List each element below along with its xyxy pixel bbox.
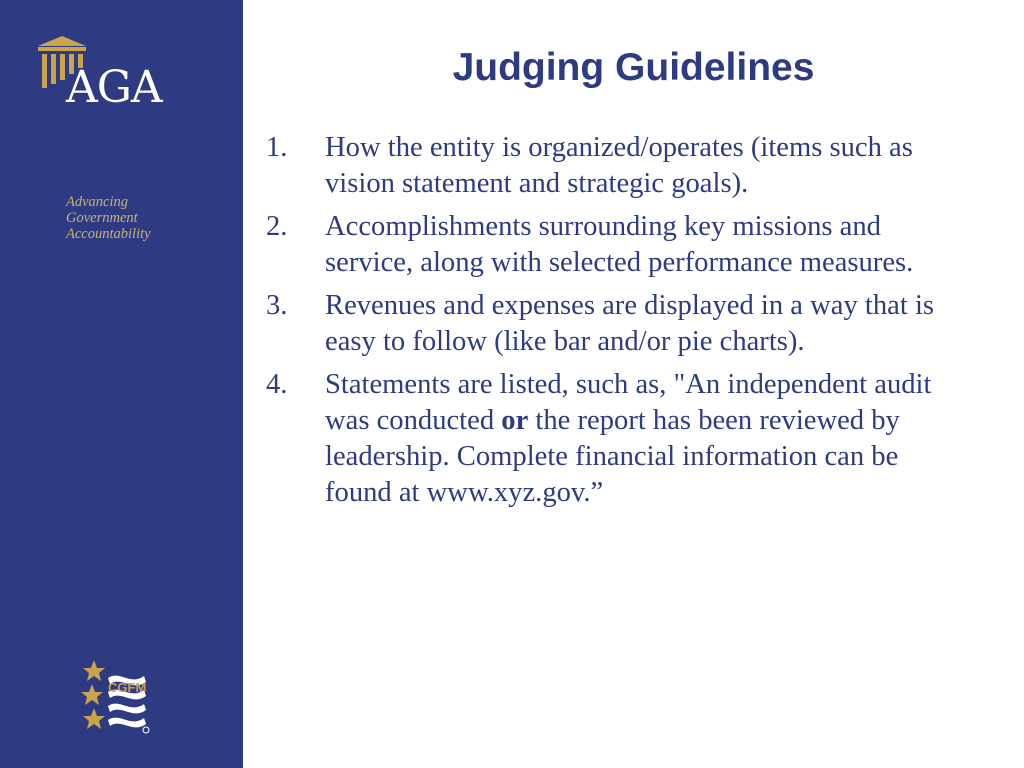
list-text: Statements are listed, such as, "An independent audit was conducted <box>325 369 932 436</box>
list-number: 2. <box>266 211 288 242</box>
aga-logo <box>36 34 196 113</box>
tagline-line: Accountability <box>66 226 151 242</box>
sidebar <box>0 0 243 768</box>
stars-flag-icon <box>80 658 156 738</box>
cgfm-badge <box>80 658 156 738</box>
list-number: 1. <box>266 132 288 163</box>
list-item <box>266 288 966 360</box>
slide-title: Judging Guidelines <box>452 46 815 89</box>
list-item <box>266 130 966 202</box>
list-text: How the entity is organized/operates (items such as vision statement and strategic goals). <box>325 132 913 199</box>
list-text: Accomplishments surrounding key missions and service, along with selected performance measures. <box>325 211 914 278</box>
tagline-line: Government <box>66 210 138 226</box>
tagline <box>66 194 151 242</box>
list-number: 4. <box>266 369 288 400</box>
list-item <box>266 367 966 511</box>
guidelines-list <box>266 130 966 518</box>
logo-text: AGA <box>66 62 162 113</box>
list-text: the report has been reviewed by leadership. Complete financial information can be found at www.xyz.gov.” <box>325 405 900 508</box>
list-number: 3. <box>266 290 288 321</box>
list-text: Revenues and expenses are displayed in a way that is easy to follow (like bar and/or pie charts). <box>325 290 935 357</box>
cgfm-text: CGFM <box>108 680 147 695</box>
list-item <box>266 209 966 281</box>
list-emphasis: or <box>501 405 529 436</box>
tagline-line: Advancing <box>66 194 129 210</box>
